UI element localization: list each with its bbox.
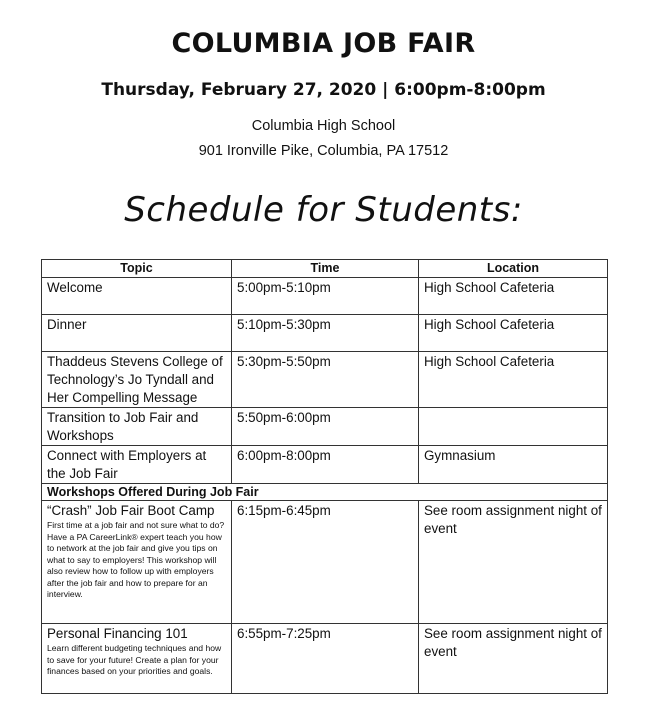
table-row	[42, 352, 608, 408]
time-cell: 6:55pm-7:25pm	[232, 624, 419, 694]
workshop-row	[42, 624, 608, 694]
schedule-table	[41, 259, 608, 694]
table-row	[42, 446, 608, 484]
workshops-section-row	[42, 484, 608, 501]
column-header-topic: Topic	[42, 260, 232, 278]
topic-cell: Welcome	[42, 278, 232, 315]
workshop-description: Learn different budgeting techniques and how to save for your future! Create a plan for your finances based on your priorities and goals.	[47, 643, 222, 676]
venue-address: 901 Ironville Pike, Columbia, PA 17512	[198, 143, 449, 159]
column-header-location: Location	[419, 260, 608, 278]
workshop-description: First time at a job fair and not sure what to do? Have a PA CareerLink® expert teach you how to network at the job fair and give you tips on what to say to employers! This workshop will also review how to follow up with employers after the job fair and how to prepare for an interview.	[47, 520, 225, 599]
topic-cell: Connect with Employers at the Job Fair	[42, 446, 232, 484]
time-cell: 5:30pm-5:50pm	[232, 352, 419, 408]
column-header-time: Time	[232, 260, 419, 278]
event-date-time: Thursday, February 27, 2020 | 6:00pm-8:00pm	[101, 80, 546, 100]
topic-cell: Thaddeus Stevens College of Technology’s Jo Tyndall and Her Compelling Message	[42, 352, 232, 408]
time-cell: 5:50pm-6:00pm	[232, 408, 419, 446]
table-row	[42, 315, 608, 352]
workshop-title: Personal Financing 101	[47, 626, 188, 641]
venue-name: Columbia High School	[251, 118, 396, 134]
topic-cell: Dinner	[42, 315, 232, 352]
location-cell: High School Cafeteria	[419, 278, 608, 315]
topic-cell: Transition to Job Fair and Workshops	[42, 408, 232, 446]
time-cell: 5:00pm-5:10pm	[232, 278, 419, 315]
workshops-heading: Workshops Offered During Job Fair	[42, 484, 608, 501]
location-cell: High School Cafeteria	[419, 315, 608, 352]
table-row	[42, 278, 608, 315]
workshop-row	[42, 501, 608, 624]
table-row	[42, 408, 608, 446]
time-cell: 6:00pm-8:00pm	[232, 446, 419, 484]
schedule-heading: Schedule for Students:	[124, 190, 523, 230]
location-cell: Gymnasium	[419, 446, 608, 484]
page-title: COLUMBIA JOB FAIR	[171, 28, 476, 59]
location-cell: See room assignment night of event	[419, 501, 608, 624]
workshop-title: “Crash” Job Fair Boot Camp	[47, 503, 215, 518]
time-cell: 6:15pm-6:45pm	[232, 501, 419, 624]
location-cell: High School Cafeteria	[419, 352, 608, 408]
time-cell: 5:10pm-5:30pm	[232, 315, 419, 352]
workshop-topic-cell	[42, 501, 232, 624]
workshop-topic-cell	[42, 624, 232, 694]
location-cell: See room assignment night of event	[419, 624, 608, 694]
location-cell	[419, 408, 608, 446]
table-header-row	[42, 260, 608, 278]
